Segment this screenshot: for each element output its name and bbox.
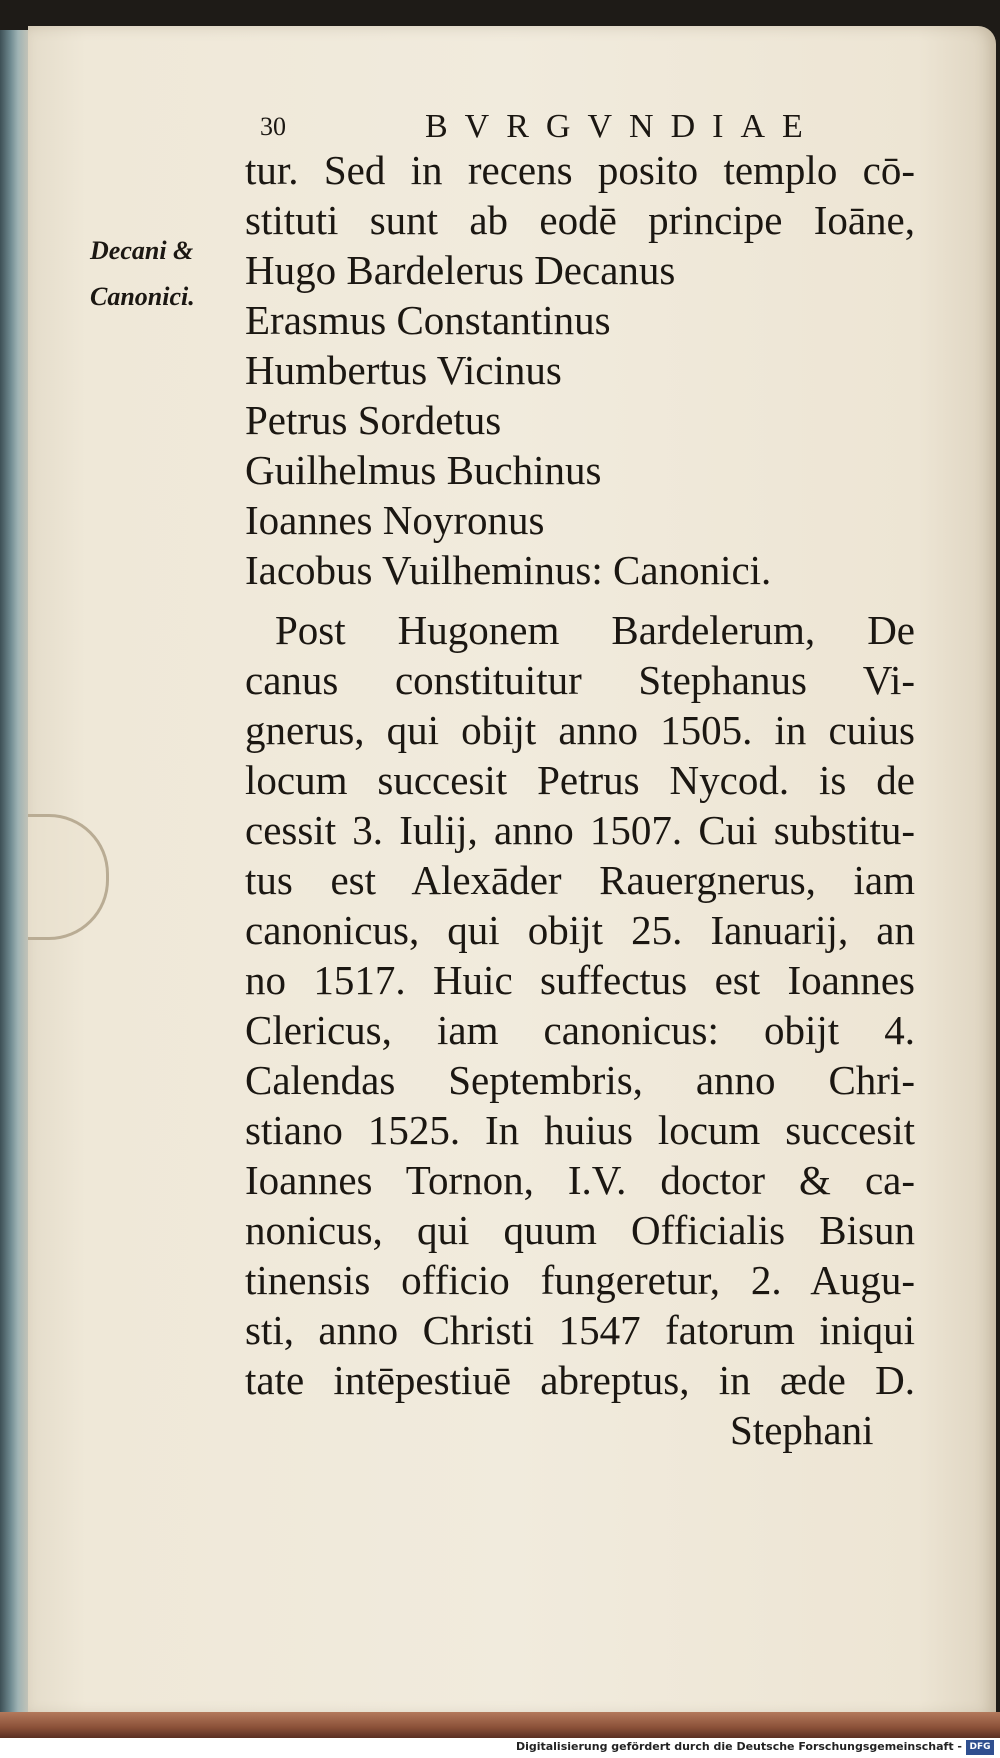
text-line: Calendas Septembris, anno Chri- (245, 1057, 915, 1103)
marginal-note: Decani & (90, 236, 194, 265)
page-number: 30 (260, 112, 286, 141)
text-line: Guilhelmus Buchinus (245, 447, 602, 493)
text-line: gnerus, qui obijt anno 1505. in cuius (245, 707, 915, 753)
text-line: stituti sunt ab eodē principe Ioāne, (245, 197, 915, 243)
text-line: Hugo Bardelerus Decanus (245, 247, 676, 293)
text-line: nonicus, qui quum Officialis Bisun (245, 1207, 915, 1253)
text-line: Petrus Sordetus (245, 397, 502, 443)
text-line: tus est Alexāder Rauergnerus, iam (245, 857, 915, 903)
catchword: Stephani (730, 1407, 874, 1453)
book-cover-edge (0, 1712, 1000, 1738)
text-line: Clericus, iam canonicus: obijt 4. (245, 1007, 915, 1053)
text-line: tinensis officio fungeretur, 2. Augu- (245, 1257, 915, 1303)
text-line: canus constituitur Stephanus Vi- (245, 657, 915, 703)
text-line: canonicus, qui obijt 25. Ianuarij, an (245, 907, 915, 953)
text-line: cessit 3. Iulij, anno 1507. Cui substitu- (245, 807, 915, 853)
text-line: Ioannes Noyronus (245, 497, 545, 543)
footer-bar (0, 1738, 1000, 1758)
text-line: Humbertus Vicinus (245, 347, 562, 393)
ribbon-tab (28, 814, 109, 940)
text-line: sti, anno Christi 1547 fatorum iniqui (245, 1307, 915, 1353)
running-head (260, 108, 820, 150)
marginal-note: Canonici. (90, 282, 195, 311)
text-line: Ioannes Tornon, I.V. doctor & ca- (245, 1157, 915, 1203)
text-line: Post Hugonem Bardelerum, De (275, 607, 915, 653)
text-line: Erasmus Constantinus (245, 297, 611, 343)
text-line: no 1517. Huic suffectus est Ioannes (245, 957, 915, 1003)
dfg-logo: DFG (966, 1740, 994, 1755)
text-line: stiano 1525. In huius locum succesit (245, 1107, 915, 1153)
running-title: BVRGVNDIAE (425, 108, 820, 145)
text-line: Iacobus Vuilheminus: Canonici. (245, 547, 772, 593)
text-line: tur. Sed in recens posito templo cō- (245, 147, 915, 193)
text-line: tate intēpestiuē abreptus, in æde D. (245, 1357, 915, 1403)
book-edge (0, 30, 30, 1720)
text-line: locum succesit Petrus Nycod. is de (245, 757, 915, 803)
footer-credit: Digitalisierung gefördert durch die Deutsche Forschungsgemeinschaft - (515, 1740, 962, 1753)
